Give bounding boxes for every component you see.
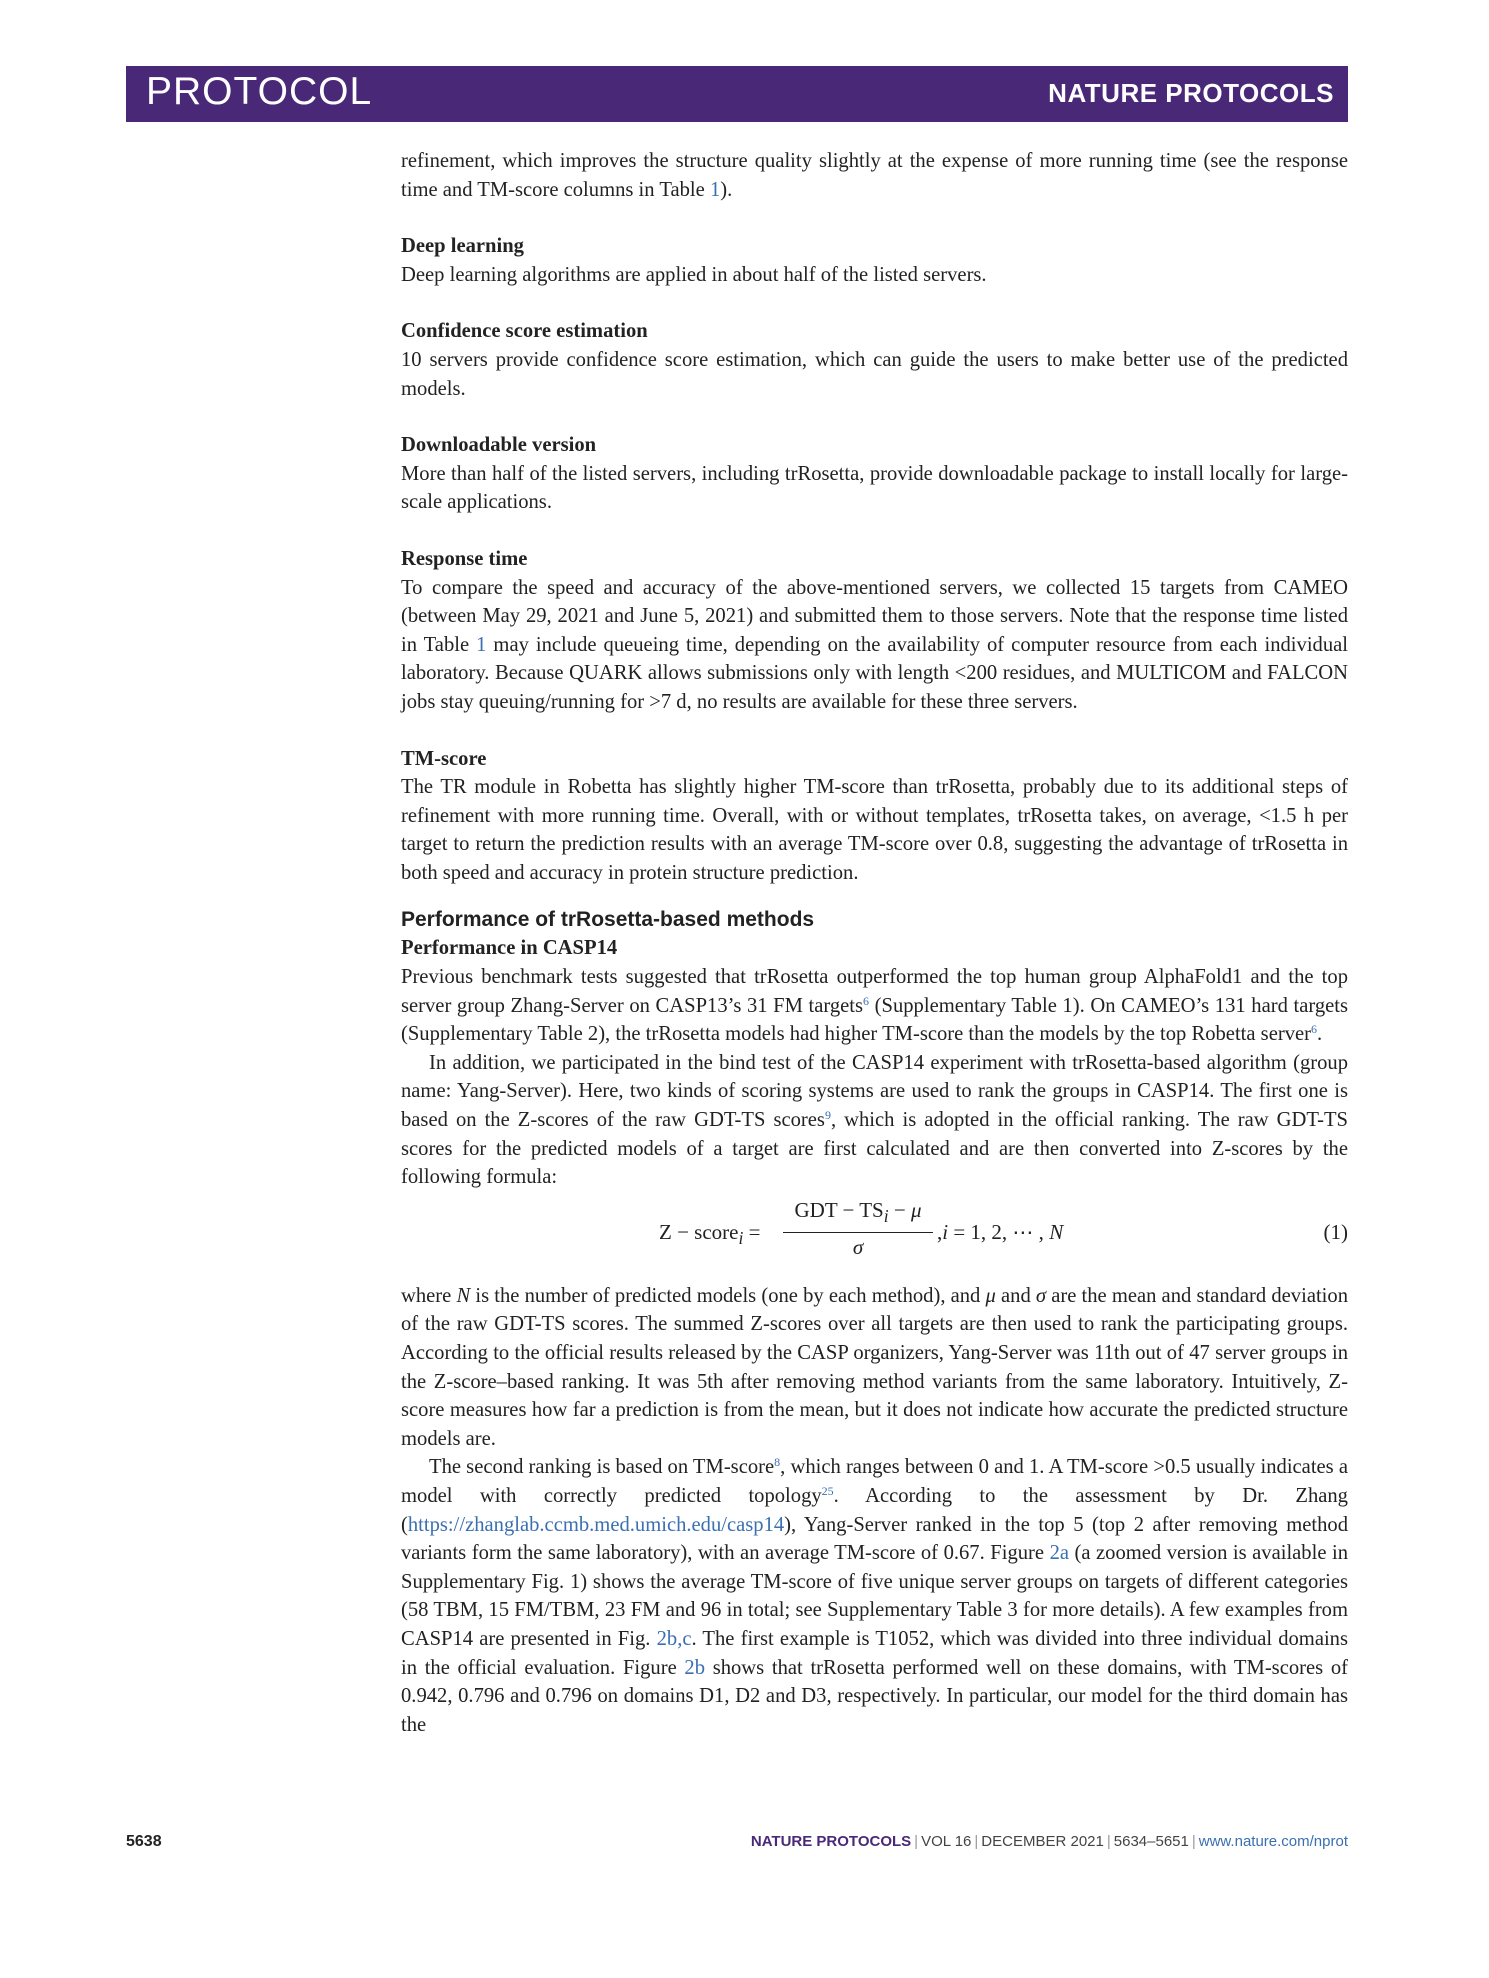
citation-ref[interactable]: 6 [863,993,870,1008]
page-number: 5638 [126,1833,162,1850]
subheading-casp14: Performance in CASP14 [401,937,618,960]
paragraph-response-time: To compare the speed and accuracy of the above-mentioned servers, we collected 15 targets from CAMEO (between May 29, 2021 and June 5, 2021) and submitted them to those servers. Note that the response time listed in Table 1 may include queueing time, depending on the availability of computer resource from each individual laboratory. Because QUARK allows submissions only with length <200 residues, and MULTICOM and FALCON jobs stay queuing/running for >7 d, no results are available for these three servers. [401,576,1349,713]
section-label: PROTOCOL [146,70,373,113]
header-banner [126,66,1348,122]
article-body [401,147,1348,1739]
paragraph-tm-score: The TR module in Robetta has slightly higher TM-score than trRosetta, probably due to its additional steps of refinement with more running time. Overall, with or without templates, trRosetta takes, on average, <1.5 h per target to return the prediction results with an average TM-score over 0.8, suggesting the advantage of trRosetta in both speed and accuracy in protein structure prediction. [401,776,1348,884]
subheading-confidence: Confidence score estimation [401,320,648,343]
footer-journal: NATURE PROTOCOLS [750,1833,912,1850]
paragraph-confidence: 10 servers provide confidence score estimation, which can guide the users to make better use of the predicted models. [401,348,1348,400]
figure-ref-link[interactable]: 2b,c [656,1627,692,1650]
paragraph-downloadable: More than half of the listed servers, including trRosetta, provide downloadable package to install locally for large-scale applications. [401,462,1348,514]
figure-ref-link[interactable]: 2b [684,1656,705,1679]
citation-ref[interactable]: 9 [824,1108,831,1123]
paragraph-benchmark: Previous benchmark tests suggested that trRosetta outperformed the top human group AlphaFold1 and the top server group Zhang-Server on CASP13’s 31 FM targets$^6$ (Supplementary Table 1). On CAMEO’s 131 hard targets (Supplementary Table 2), the trRosetta models had higher TM-score than the models by the top Robetta server$^6$. [401,966,1348,1046]
subheading-tm-score: TM-score [401,747,487,770]
footer-volume: VOL 16 [921,1833,972,1850]
equation-fraction [783,1196,933,1261]
paragraph-z-score-explanation: where N is the number of predicted models (one by each method), and μ and σ are the mean and standard deviation of the raw GDT-TS scores. The summed Z-scores over all targets are then used to rank the participating groups. According to the official results released by the CASP organizers, Yang-Server was 11th out of 47 server groups in the Z-score–based ranking. It was 5th after removing method variants from the same laboratory. Intuitively, Z-score measures how far a prediction is from the mean, but it does not indicate how accurate the predicted structure models are. [401,1284,1348,1450]
paragraph-casp14-participation: In addition, we participated in the bind test of the CASP14 experiment with trRosetta-based algorithm (group name: Yang-Server). Here, two kinds of scoring systems are used to rank the groups in CASP14. The first one is based on the Z-scores of the raw GDT-TS scores$^9$, which is adopted in the official ranking. The raw GDT-TS scores for the predicted models of a target are first calculated and are then converted into Z-scores by the following formula: [401,1051,1349,1189]
table-ref-link[interactable]: 1 [709,178,721,201]
intro-paragraph: refinement, which improves the structure quality slightly at the expense of more running time (see the response time and TM-score columns in Table 1). [401,150,1348,201]
footer-date: DECEMBER 2021 [981,1833,1104,1850]
equation-lhs: Z − score$_i$ = [659,1219,761,1248]
subheading-deep-learning: Deep learning [401,235,524,258]
citation-ref[interactable]: 8 [774,1455,781,1470]
equation-denominator: σ [852,1234,864,1259]
equation-numerator: GDT − $TS_i - \mu$ [783,1196,933,1233]
section-heading-performance: Performance of trRosetta-based methods [401,908,815,932]
footer-url-link[interactable]: www.nature.com/nprot [1198,1833,1348,1850]
zhanglab-link[interactable]: https://zhanglab.ccmb.med.umich.edu/casp14 [407,1513,785,1536]
equation-rhs: ,i = 1, 2, ⋯ , N [937,1219,1064,1244]
journal-name: NATURE PROTOCOLS [1048,78,1334,108]
footer-pages: 5634–5651 [1113,1833,1189,1850]
table-ref-link[interactable]: 1 [476,633,487,656]
paragraph-deep-learning: Deep learning algorithms are applied in about half of the listed servers. [401,263,987,286]
paragraph-tm-ranking: The second ranking is based on TM-score$^8$, which ranges between 0 and 1. A TM-score >0.5 usually indicates a model with correctly predicted topology$^{25}$. According to the assessment by Dr. Zhang (https://zhanglab.ccmb.med.umich.edu/casp14), Yang-Server ranked in the top 5 (top 2 after removing method variants form the same laboratory), with an average TM-score of 0.67. Figure 2a (a zoomed version is available in Supplementary Fig. 1) shows the average TM-score of five unique server groups on targets of different categories (58 TBM, 15 FM/TBM, 23 FM and 96 in total; see Supplementary Table 3 for more details). A few examples from CASP14 are presented in Fig. 2b,c. The first example is T1052, which was divided into three individual domains in the official evaluation. Figure 2b shows that trRosetta performed well on these domains, with TM-scores of 0.942, 0.796 and 0.796 on domains D1, D2 and D3, respectively. In particular, our model for the third domain has the [401,1455,1349,1736]
citation-ref[interactable]: 6 [1311,1022,1317,1037]
z-score-equation [401,1196,1348,1272]
equation-number: (1) [1323,1219,1348,1244]
citation-ref[interactable]: 25 [821,1483,834,1498]
subheading-downloadable: Downloadable version [401,434,597,457]
subheading-response-time: Response time [401,547,528,570]
footer-citation: NATURE PROTOCOLS | VOL 16 | DECEMBER 2021 | 5634–5651 | www.nature.com/nprot [750,1833,1348,1850]
figure-ref-link[interactable]: 2a [1049,1542,1069,1565]
